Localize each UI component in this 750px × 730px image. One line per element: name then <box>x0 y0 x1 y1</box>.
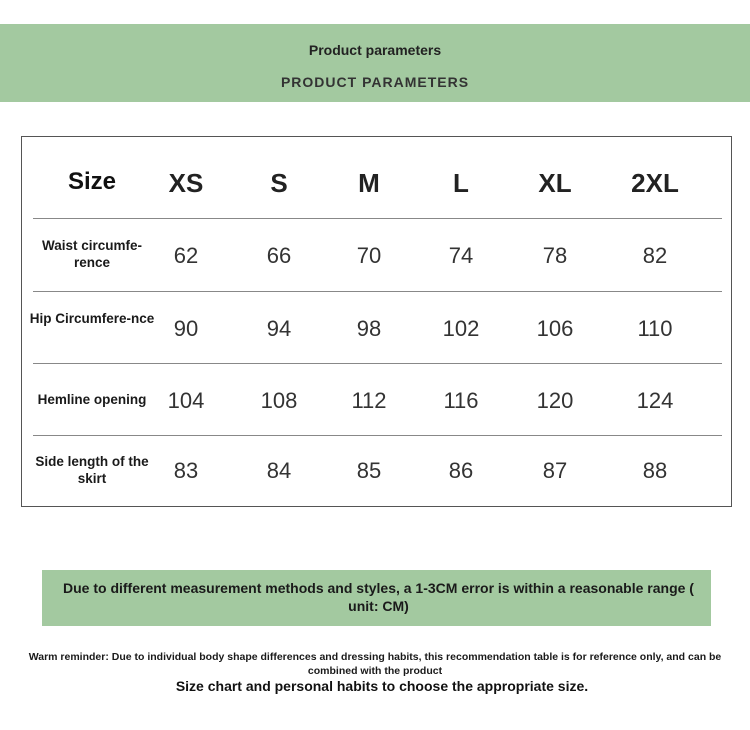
measurement-note-text: Due to different measurement methods and styles, a 1-3CM error is within a reasonable range ( unit: CM) <box>63 580 694 614</box>
table-cell: 110 <box>637 316 673 341</box>
size-header-xs: XS <box>168 168 204 198</box>
row-divider <box>33 363 722 364</box>
page-subtitle: PRODUCT PARAMETERS <box>280 74 470 90</box>
size-header-s: S <box>270 168 288 198</box>
closing-line: Size chart and personal habits to choose the appropriate size. <box>175 678 589 694</box>
table-cell: 84 <box>266 458 292 483</box>
measurement-note <box>42 570 711 626</box>
row-label-hip: Hip Circumfere-nce <box>29 311 155 326</box>
table-cell: 70 <box>356 243 382 268</box>
size-column-header: Size <box>68 168 117 195</box>
size-header-l: L <box>453 168 469 198</box>
row-divider <box>33 218 722 219</box>
row-divider <box>33 291 722 292</box>
table-cell: 112 <box>351 388 387 413</box>
table-cell: 88 <box>642 458 668 483</box>
row-divider <box>33 435 722 436</box>
table-cell: 120 <box>536 388 574 413</box>
page-title: Product parameters <box>308 42 442 58</box>
warm-reminder: Warm reminder: Due to individual body shape differences and dressing habits, this recommendation table is for reference only, and can be combined with the product <box>28 651 722 677</box>
table-cell: 102 <box>442 316 480 341</box>
table-cell: 116 <box>443 388 479 413</box>
row-label-side-length: Side length of the skirt <box>35 454 149 486</box>
table-cell: 108 <box>260 388 298 413</box>
table-cell: 94 <box>266 316 292 341</box>
table-cell: 87 <box>542 458 568 483</box>
table-cell: 86 <box>448 458 474 483</box>
table-cell: 98 <box>356 316 382 341</box>
row-label-waist: Waist circumfe-rence <box>41 238 143 270</box>
table-cell: 83 <box>173 458 199 483</box>
table-cell: 82 <box>642 243 668 268</box>
table-cell: 74 <box>448 243 474 268</box>
row-label-hemline: Hemline opening <box>37 392 147 407</box>
table-cell: 124 <box>636 388 674 413</box>
table-cell: 104 <box>167 388 205 413</box>
size-header-m: M <box>358 168 380 198</box>
size-header-xl: XL <box>538 168 572 198</box>
header-band <box>0 24 750 102</box>
size-chart-table <box>21 136 732 507</box>
table-cell: 66 <box>266 243 292 268</box>
table-cell: 78 <box>542 243 568 268</box>
table-cell: 90 <box>173 316 199 341</box>
size-header-2xl: 2XL <box>631 168 679 198</box>
table-cell: 62 <box>173 243 199 268</box>
table-cell: 106 <box>536 316 574 341</box>
table-cell: 85 <box>356 458 382 483</box>
